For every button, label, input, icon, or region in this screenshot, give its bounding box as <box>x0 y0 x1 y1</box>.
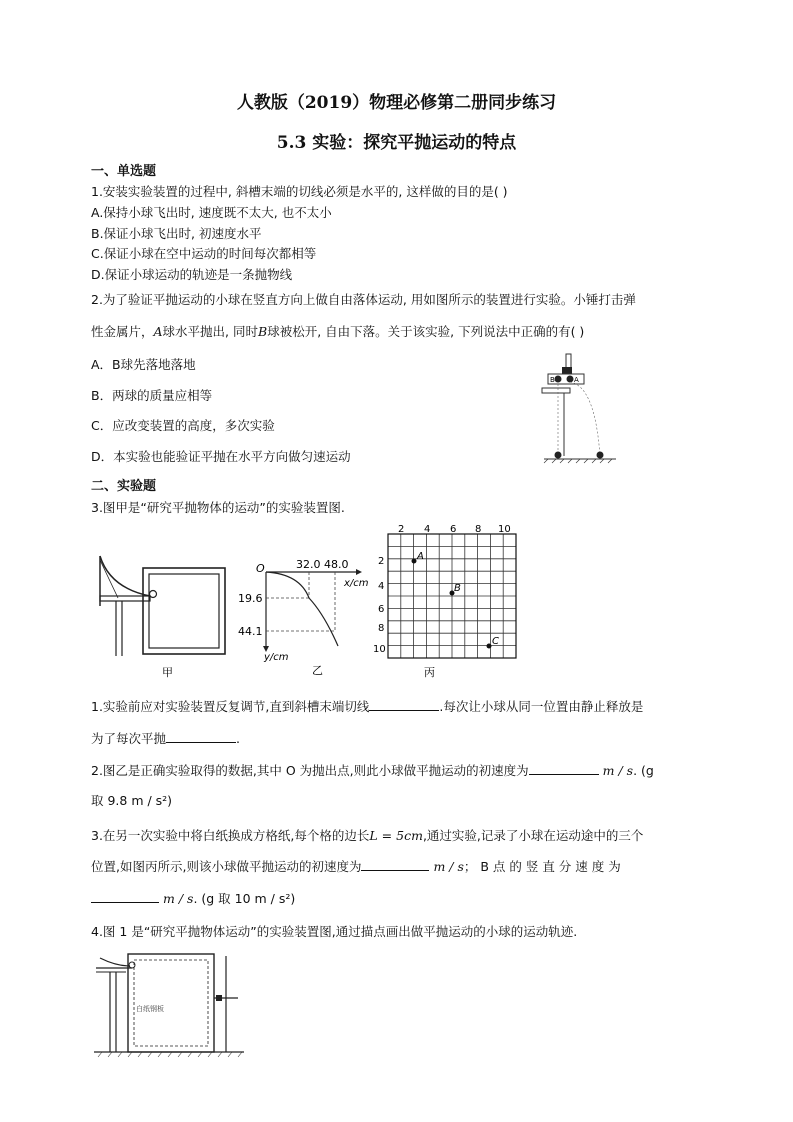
bing-left-tick-2: 4 <box>378 581 385 592</box>
q3-sub1-text-d: . <box>236 731 240 746</box>
q2-var-b: B <box>258 324 268 339</box>
q3-sub2-unit: m / s <box>602 763 634 778</box>
q3-sub3-blank-2[interactable] <box>91 902 159 903</box>
yi-origin-label: O <box>256 562 265 575</box>
ball-a-top <box>567 376 574 383</box>
hammer-handle <box>566 354 571 368</box>
q3-sub3-line1 <box>91 826 643 844</box>
bing-label-b: B <box>454 583 461 594</box>
yi-y-tick-1: 19.6 <box>238 592 263 605</box>
bing-left-tick-5: 10 <box>373 644 386 655</box>
bing-left-tick-4: 8 <box>378 623 385 634</box>
section-heading-single-choice: 一、单选题 <box>91 164 157 179</box>
q3-sub1-text-b: .每次让小球从同一位置由静止释放是 <box>439 699 644 714</box>
q4-chute <box>100 958 130 966</box>
q3-sub3-text-c: 位置,如图丙所示,则该小球做平抛运动的初速度为 <box>91 859 362 874</box>
q2-option-b: B．两球的质量应相等 <box>91 388 213 403</box>
q2-label-b: B <box>550 376 555 384</box>
q3-stem: 3.图甲是“研究平抛物体的运动”的实验装置图. <box>91 500 345 515</box>
bing-top-tick-2: 4 <box>424 524 431 535</box>
q3-figure-bing <box>364 524 524 680</box>
bing-point-c <box>487 644 492 649</box>
q3-sub3-unit-2: m / s <box>163 891 194 906</box>
q3-sub3-length: L = 5cm <box>369 828 423 843</box>
q3-sub2-text-a: 2.图乙是正确实验取得的数据,其中 O 为抛出点,则此小球做平抛运动的初速度为 <box>91 763 529 778</box>
q3-sub2-line2: 取 9.8 m / s²) <box>91 793 173 808</box>
chute-support <box>100 560 118 598</box>
q2-option-d: D．本实验也能验证平抛在水平方向做匀速运动 <box>91 449 351 464</box>
q2-stem-part-b: 球水平抛出, 同时 <box>162 324 258 339</box>
q3-sub3-blank-1[interactable] <box>361 870 429 871</box>
q4-apparatus-figure <box>92 948 248 1060</box>
q2-stem-line1: 2.为了验证平抛运动的小球在竖直方向上做自由落体运动, 用如图所示的装置进行实验。小锤打击弹 <box>91 292 636 307</box>
projectile-path <box>570 382 600 456</box>
q3-figure-jia <box>96 548 236 684</box>
q3-sub2-line1 <box>91 761 654 779</box>
stand-arm <box>542 388 570 393</box>
q3-sub1-line2 <box>91 729 240 747</box>
yi-y-tick-2: 44.1 <box>238 625 263 638</box>
board-outer <box>143 568 225 654</box>
q1-stem: 1.安装实验装置的过程中, 斜槽末端的切线必须是水平的, 这样做的目的是( ) <box>91 184 508 199</box>
q2-option-a: A．B球先落地落地 <box>91 357 196 372</box>
yi-x-axis-label: x/cm <box>344 578 369 589</box>
hammer-head <box>562 367 572 374</box>
fig-label-jia: 甲 <box>162 666 173 679</box>
bing-top-tick-5: 10 <box>498 524 511 535</box>
yi-y-axis-label: y/cm <box>264 652 289 663</box>
q2-label-a: A <box>574 376 579 384</box>
bing-label-c: C <box>492 636 499 647</box>
section-heading-experiment: 二、实验题 <box>91 479 157 494</box>
yi-x-arrow <box>356 569 362 575</box>
q3-sub2-text-b: . (g <box>633 763 654 778</box>
fig-label-yi: 乙 <box>312 664 323 677</box>
q4-board-label: 白纸钢板 <box>136 1005 164 1013</box>
q3-sub3-line2 <box>91 857 621 875</box>
page-subtitle: 5.3 实验：探究平抛运动的特点 <box>276 133 517 153</box>
q3-sub3-text-d: ； B 点 的 竖 直 分 速 度 为 <box>463 859 621 874</box>
ball-a-ground <box>597 452 604 459</box>
q2-option-c: C．应改变装置的高度，多次实验 <box>91 418 275 433</box>
q3-sub3-unit-1: m / s <box>433 859 464 874</box>
q4-board <box>128 954 214 1052</box>
q3-sub3-line3 <box>91 889 295 907</box>
bing-top-tick-4: 8 <box>475 524 482 535</box>
yi-x-tick-1: 32.0 <box>296 558 321 571</box>
q1-option-c: C.保证小球在空中运动的时间每次都相等 <box>91 246 317 261</box>
q2-apparatus-figure <box>540 352 620 464</box>
ground-hatching <box>544 459 612 463</box>
q3-sub1-blank-2[interactable] <box>166 742 236 743</box>
q2-var-a: A <box>153 324 163 339</box>
q4-ground-hatching <box>98 1052 242 1057</box>
yi-x-tick-2: 48.0 <box>324 558 349 571</box>
q4-paper <box>134 960 208 1046</box>
bing-top-tick-1: 2 <box>398 524 405 535</box>
bing-left-tick-3: 6 <box>378 604 385 615</box>
bing-left-tick-1: 2 <box>378 556 385 567</box>
q3-figure-yi <box>238 556 378 680</box>
q3-sub3-text-a: 3.在另一次实验中将白纸换成方格纸,每个格的边长 <box>91 828 370 843</box>
page-title: 人教版（2019）物理必修第二册同步练习 <box>236 93 557 113</box>
q3-sub2-blank[interactable] <box>529 774 599 775</box>
q1-option-d: D.保证小球运动的轨迹是一条抛物线 <box>91 267 293 282</box>
q2-stem-line2 <box>91 322 584 340</box>
q1-option-a: A.保持小球飞出时, 速度既不太大, 也不太小 <box>91 205 332 220</box>
bing-point-a <box>412 559 417 564</box>
q2-stem-part-a: 性金属片， <box>91 324 154 339</box>
ball-b-ground <box>555 452 562 459</box>
ball-b-top <box>555 376 562 383</box>
q3-sub1-text-a: 1.实验前应对实验装置反复调节,直到斜槽末端切线 <box>91 699 370 714</box>
q3-sub1-line1 <box>91 697 643 715</box>
q4-clamp-knob <box>216 995 222 1001</box>
bing-top-tick-3: 6 <box>450 524 457 535</box>
q3-sub1-blank-1[interactable] <box>369 710 439 711</box>
q4-stem: 4.图 1 是“研究平抛物体运动”的实验装置图,通过描点画出做平抛运动的小球的运动轨迹. <box>91 924 578 939</box>
ball <box>150 591 157 598</box>
fig-label-bing: 丙 <box>424 666 435 679</box>
board-inner <box>149 574 219 648</box>
q3-sub3-text-b: ,通过实验,记录了小球在运动途中的三个 <box>422 828 644 843</box>
q3-sub3-text-e: . (g 取 10 m / s²) <box>193 891 296 906</box>
bing-label-a: A <box>417 551 424 562</box>
q3-sub1-text-c: 为了每次平抛 <box>91 731 167 746</box>
q2-stem-part-c: 球被松开, 自由下落。关于该实验, 下列说法中正确的有( ) <box>267 324 585 339</box>
yi-trajectory <box>266 572 338 646</box>
q1-option-b: B.保证小球飞出时, 初速度水平 <box>91 226 262 241</box>
